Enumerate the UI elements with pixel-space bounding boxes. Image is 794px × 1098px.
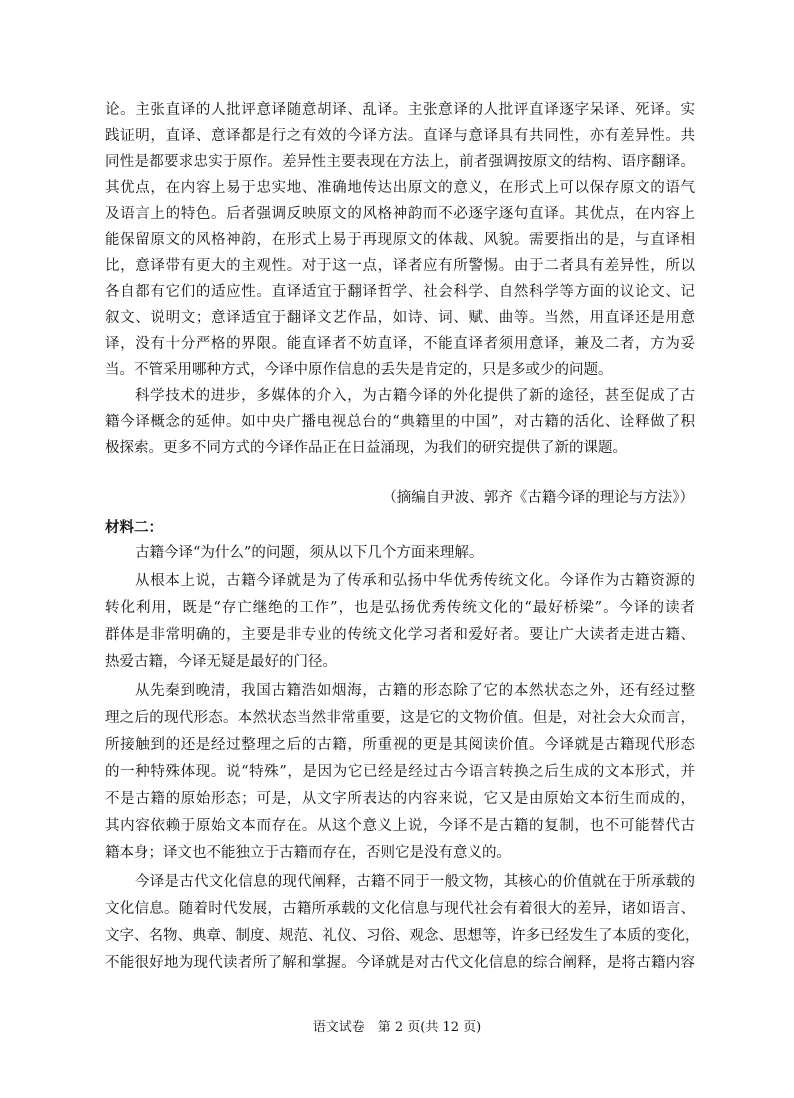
body-line: 所接触到的还是经过整理之后的古籍，所重视的更是其阅读价值。今译就是古籍现代形态: [105, 737, 695, 753]
body-line: 科学技术的进步，多媒体的介入，为古籍今译的外化提供了新的途径，甚至促成了古: [135, 388, 695, 404]
body-line: 极探索。更多不同方式的今译作品正在日益涌现，为我们的研究提供了新的课题。: [105, 440, 627, 456]
body-line: 从先秦到晚清，我国古籍浩如烟海，古籍的形态除了它的本然状态之外，还有经过整: [135, 683, 695, 699]
body-line: 古籍今译“为什么”的问题，须从以下几个方面来理解。: [135, 545, 484, 561]
body-line: 籍今译概念的延伸。如中央广播电视总台的“典籍里的中国”，对古籍的活化、诠释做了积: [105, 414, 695, 430]
body-line: 不能很好地为现代读者所了解和掌握。今译就是对古代文化信息的综合阐释，是将古籍内容: [105, 955, 695, 971]
body-line: 当。不管采用哪种方式，今译中原作信息的丢失是肯定的，只是多或少的问题。: [105, 362, 613, 378]
body-line: 叙文、说明文；意译适宜于翻译文艺作品，如诗、词、赋、曲等。当然，用直译还是用意: [105, 310, 695, 326]
body-line: 今译是古代文化信息的现代阐释，古籍不同于一般文物，其核心的价值就在于所承载的: [135, 874, 695, 890]
body-line: 译，没有十分严格的界限。能直译者不妨直译，不能直译者须用意译，兼及二者，方为妥: [105, 336, 695, 352]
body-line: 热爱古籍，今译无疑是最好的门径。: [105, 654, 337, 670]
body-line: 文化信息。随着时代发展，古籍所承载的文化信息与现代社会有着很大的差异，诸如语言、: [105, 901, 695, 917]
page-footer: 语文试卷 第 2 页(共 12 页): [312, 1020, 482, 1035]
body-line: 群体是非常明确的，主要是非专业的传统文化学习者和爱好者。要让广大读者走进古籍、: [105, 627, 695, 643]
body-line: 理之后的现代形态。本然状态当然非常重要，这是它的文物价值。但是，对社会大众而言，: [105, 710, 695, 726]
material-heading: 材料二：: [105, 520, 163, 536]
body-line: 籍本身；译文也不能独立于古籍而存在，否则它是没有意义的。: [105, 845, 511, 861]
body-line: 从根本上说，古籍今译就是为了传承和弘扬中华优秀传统文化。今译作为古籍资源的: [135, 573, 695, 589]
body-line: 能保留原文的风格神韵，在形式上易于再现原文的体裁、风貌。需要指出的是，与直译相: [105, 232, 695, 248]
body-line: 不是古籍的原始形态；可是，从文字所表达的内容来说，它又是由原始文本衍生而成的，: [105, 791, 695, 807]
body-line: 践证明，直译、意译都是行之有效的今译方法。直译与意译具有共同性，亦有差异性。共: [105, 128, 695, 144]
body-line: 论。主张直译的人批评意译随意胡译、乱译。主张意译的人批评直译逐字呆译、死译。实: [105, 102, 695, 118]
body-line: 同性是都要求忠实于原作。差异性主要表现在方法上，前者强调按原文的结构、语序翻译。: [105, 154, 695, 170]
body-line: 其优点，在内容上易于忠实地、准确地传达出原文的意义，在形式上可以保存原文的语气: [105, 180, 695, 196]
body-line: 文字、名物、典章、制度、规范、礼仪、习俗、观念、思想等，许多已经发生了本质的变化，: [105, 928, 700, 944]
source-citation: （摘编自尹波、郭齐《古籍今译的理论与方法》）: [382, 490, 694, 506]
body-line: 各自都有它们的适应性。直译适宜于翻译哲学、社会科学、自然科学等方面的议论文、记: [105, 284, 695, 300]
body-line: 及语言上的特色。后者强调反映原文的风格神韵而不必逐字逐句直译。其优点，在内容上: [105, 206, 695, 222]
body-line: 比，意译带有更大的主观性。对于这一点，译者应有所警惕。由于二者具有差异性，所以: [105, 258, 695, 274]
body-line: 转化利用，既是“存亡继绝的工作”，也是弘扬优秀传统文化的“最好桥梁”。今译的读者: [105, 600, 695, 616]
body-line: 的一种特殊体现。说“特殊”，是因为它已经是经过古今语言转换之后生成的文本形式，并: [105, 764, 695, 780]
body-line: 其内容依赖于原始文本而存在。从这个意义上说，今译不是古籍的复制，也不可能替代古: [105, 818, 695, 834]
